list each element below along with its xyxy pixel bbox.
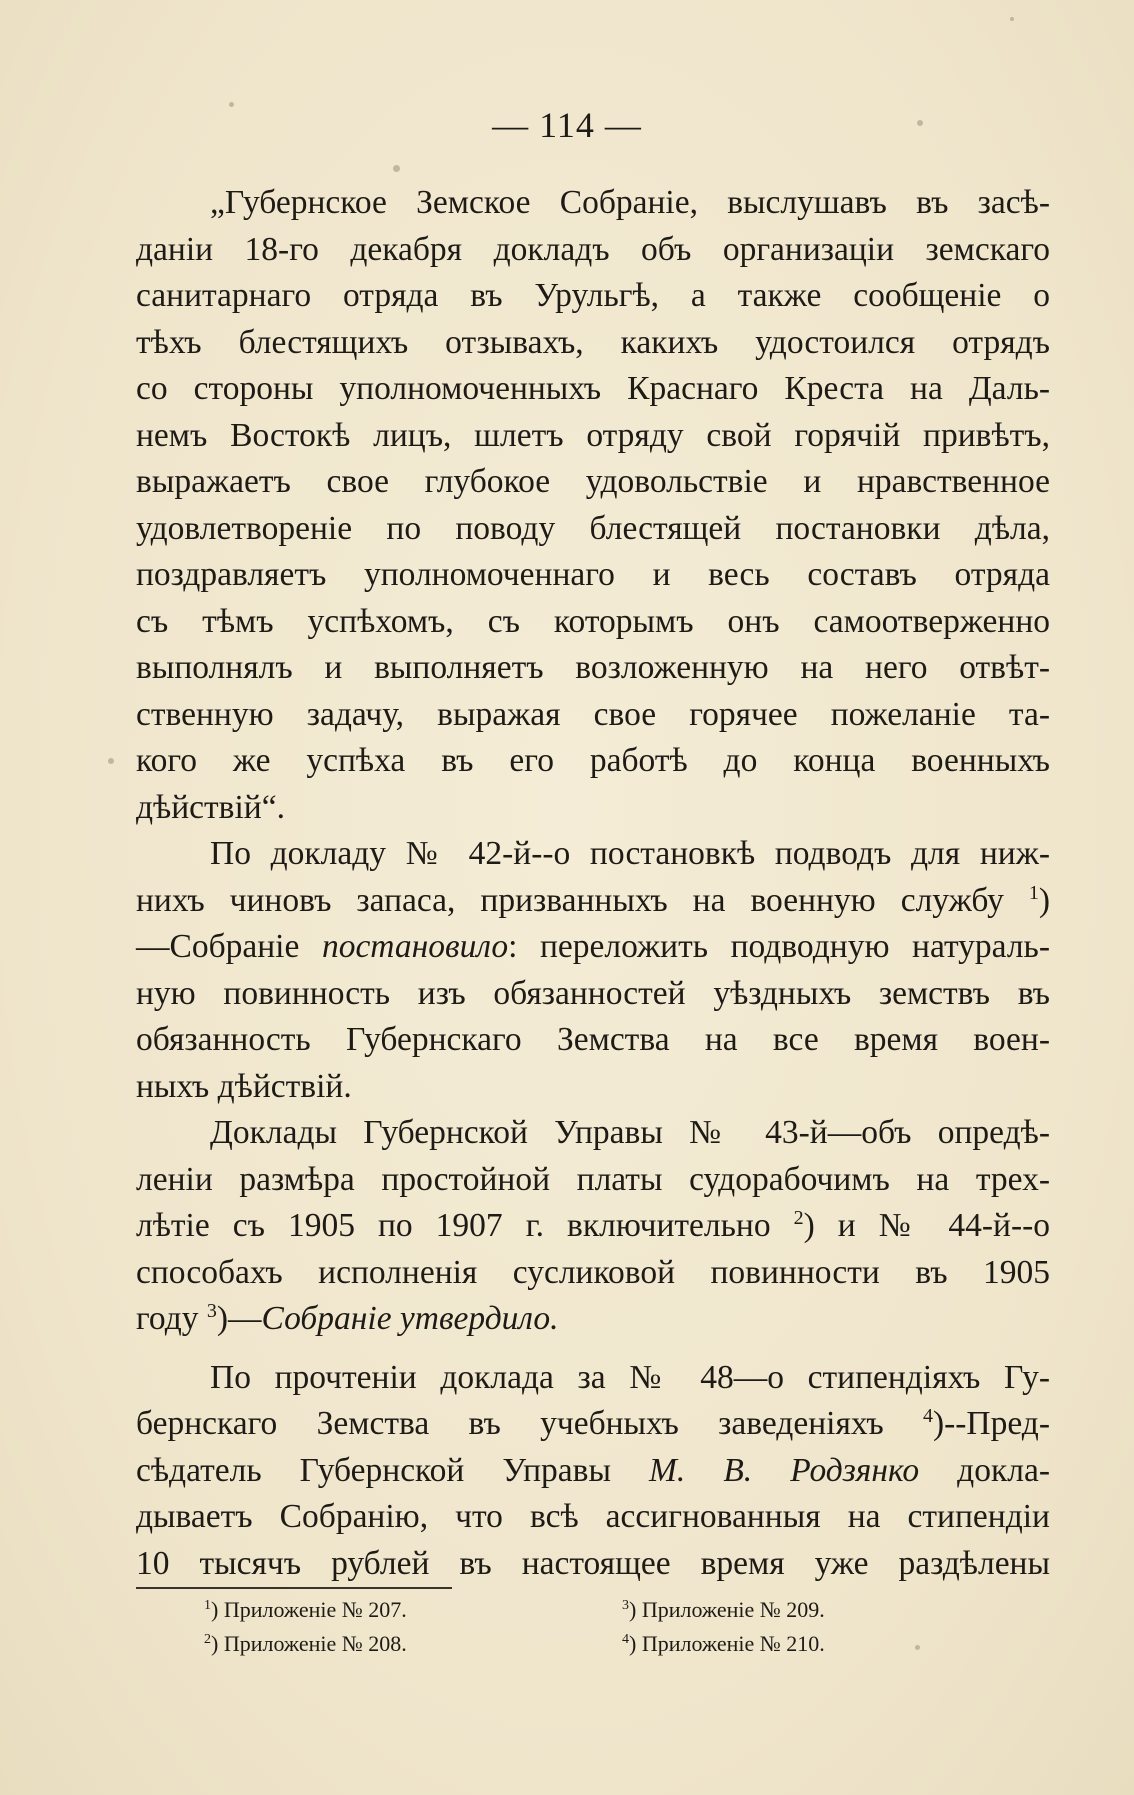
- footnote: $^3$) Приложеніе № 209.: [622, 1597, 825, 1622]
- text-line: санитарнаго отряда въ Урульгѣ, а также сообщеніе о: [136, 277, 1050, 314]
- text-line: со стороны уполномоченныхъ Краснаго Креста на Даль-: [136, 370, 1050, 407]
- text-line: выполнялъ и выполняетъ возложенную на него отвѣт-: [136, 649, 1050, 686]
- text-line: сѣдатель Губернской Управы М. В. Родзянко докла-: [136, 1451, 1050, 1489]
- paper-speck: [229, 102, 234, 107]
- paper-speck: [393, 165, 400, 172]
- text-line: удовлетвореніе по поводу блестящей постановки дѣла,: [136, 509, 1050, 547]
- footnote: $^1$) Приложеніе № 207.: [204, 1597, 407, 1622]
- paragraph-reports-43-44: [136, 1110, 1050, 1343]
- text-line: поздравляетъ уполномоченнаго и весь составъ отряда: [136, 556, 1050, 593]
- paper-speck: [917, 120, 923, 126]
- paper-speck: [1010, 17, 1014, 21]
- text-line: По докладу № 42-й--о постановкѣ подводъ для ниж-: [210, 835, 1050, 872]
- footnote-ref: 3: [206, 1300, 217, 1322]
- text-line: даніи 18-го декабря докладъ объ организаціи земскаго: [136, 230, 1050, 268]
- text-line: тѣхъ блестящихъ отзывахъ, какихъ удостоился отрядъ: [136, 323, 1050, 361]
- footnote-ref: 2: [793, 1207, 804, 1229]
- paragraph-report-42: [136, 831, 1050, 1110]
- footnote-ref: 1: [1028, 881, 1039, 904]
- text-line: леніи размѣра простойной платы судорабочимъ на трех-: [136, 1160, 1050, 1198]
- body-text: [136, 180, 1050, 1587]
- footnotes: [136, 1593, 1050, 1661]
- footnote-separator: [136, 1587, 452, 1589]
- text-line: обязанность Губернскаго Земства на все время воен-: [136, 1021, 1050, 1058]
- text-line: выражаетъ свое глубокое удовольствіе и нравственное: [136, 463, 1050, 500]
- paragraph-report-48: [136, 1355, 1050, 1588]
- paper-speck: [108, 758, 114, 764]
- footnote: $^4$) Приложеніе № 210.: [622, 1631, 825, 1656]
- text-line: съ тѣмъ успѣхомъ, съ которымъ онъ самоотверженно: [136, 602, 1050, 640]
- text-line: ныхъ дѣйствій.: [136, 1067, 352, 1105]
- text-line: нихъ чиновъ запаса, призванныхъ на военную службу $^1$): [136, 881, 1051, 919]
- footnote: $^2$) Приложеніе № 208.: [204, 1631, 407, 1656]
- text-line: бернскаго Земства въ учебныхъ заведеніяхъ $^4$)--Пред-: [136, 1405, 1050, 1442]
- text-line: —Собраніе постановило: переложить подводную натураль-: [136, 928, 1050, 965]
- page-number: — 114 —: [492, 105, 642, 145]
- text-line: немъ Востокѣ лицъ, шлетъ отряду свой горячій привѣтъ,: [136, 416, 1050, 454]
- text-line: дываетъ Собранію, что всѣ ассигнованныя на стипендіи: [136, 1498, 1050, 1535]
- text-line: дѣйствій“.: [136, 788, 285, 826]
- footnote-ref: 4: [922, 1405, 933, 1427]
- text-line: По прочтеніи доклада за № 48—о стипендіяхъ Гу-: [210, 1358, 1050, 1396]
- paper-speck: [915, 1645, 920, 1650]
- text-line: году $^3$)—Собраніе утвердило.: [136, 1300, 559, 1337]
- text-line: 10 тысячъ рублей въ настоящее время уже раздѣлены: [136, 1544, 1050, 1582]
- text-line: кого же успѣха въ его работѣ до конца военныхъ: [136, 742, 1050, 779]
- text-line: „Губернское Земское Собраніе, выслушавъ въ засѣ-: [210, 184, 1050, 221]
- text-line: лѣтіе съ 1905 по 1907 г. включительно $^2$) и № 44-й--о: [136, 1207, 1051, 1244]
- paragraph-resolution-quote: [136, 180, 1050, 831]
- text-line: способахъ исполненія сусликовой повинности въ 1905: [136, 1253, 1050, 1291]
- text-line: ственную задачу, выражая свое горячее пожеланіе та-: [136, 695, 1050, 733]
- text-line: ную повинность изъ обязанностей уѣздныхъ земствъ въ: [136, 974, 1050, 1012]
- text-line: Доклады Губернской Управы № 43-й—объ опредѣ-: [210, 1114, 1050, 1151]
